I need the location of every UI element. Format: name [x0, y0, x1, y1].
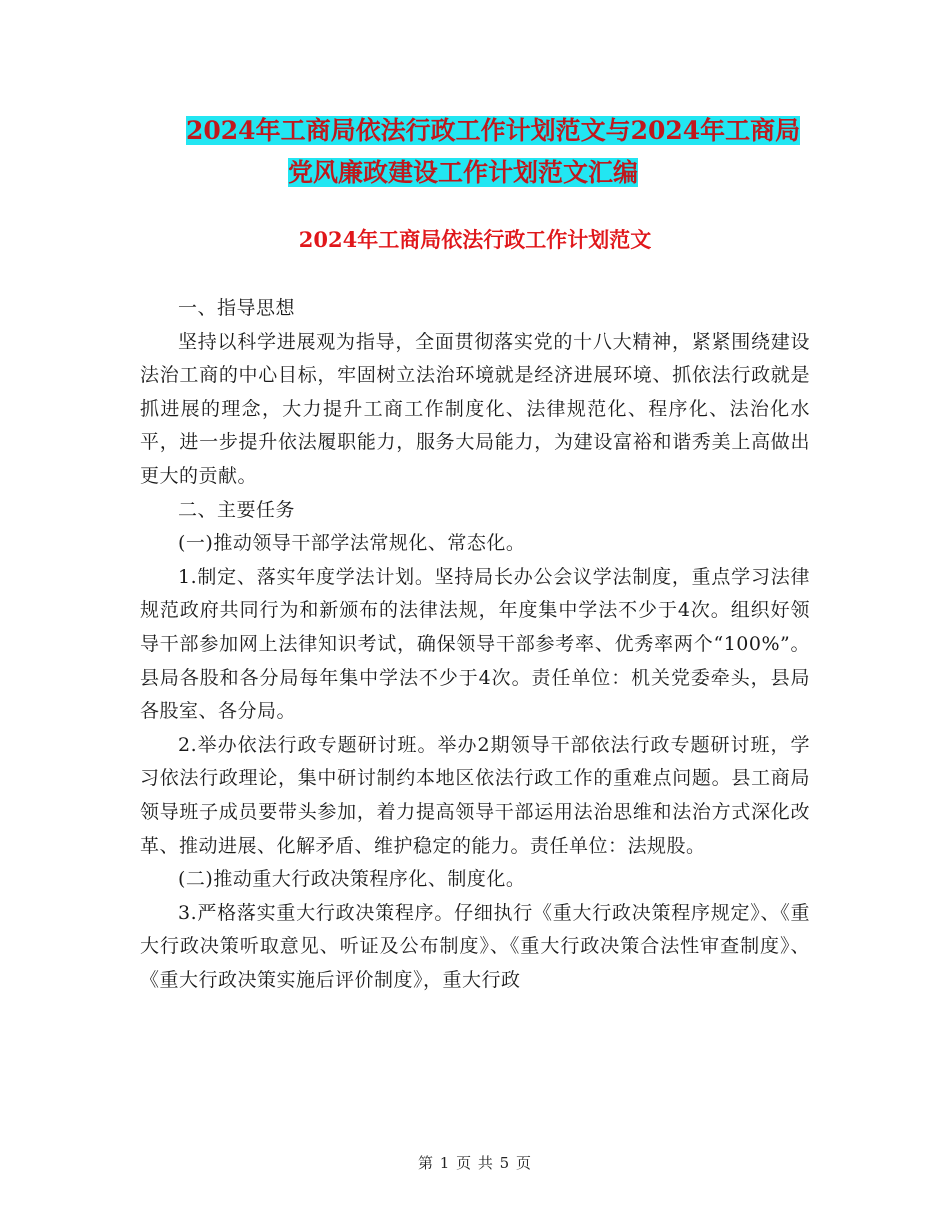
- page-footer: [0, 1152, 950, 1173]
- subheading: (一)推动领导干部学法常规化、常态化。: [178, 532, 526, 555]
- title-highlight: 党风廉政建设工作计划范文汇编: [288, 158, 639, 187]
- heading-guiding-ideology: 一、指导思想: [178, 297, 296, 319]
- document-title: [140, 110, 840, 194]
- page-number: 第 1 页 共 5 页: [418, 1154, 532, 1172]
- paragraph: 2.举办依法行政专题研讨班。举办2期领导干部依法行政专题研讨班，学习依法行政理论，集中研讨制约本地区依法行政工作的重难点问题。县工商局领导班子成员要带头参加，着力提高领导干部运用法治思维和法治方式深化改革、推动进展、化解矛盾、维护稳定的能力。责任单位：法规股。: [140, 733, 810, 857]
- document-title-line-1: [140, 110, 840, 152]
- paragraph: 坚持以科学进展观为指导，全面贯彻落实党的十八大精神，紧紧围绕建设法治工商的中心目标，牢固树立法治环境就是经济进展环境、抓依法行政就是抓进展的理念，大力提升工商工作制度化、法律规范化、程序化、法治化水平，进一步提升依法履职能力，服务大局能力，为建设富裕和谐秀美上高做出更大的贡献。: [140, 330, 810, 487]
- title-highlight: 2024年工商局依法行政工作计划范文与2024年工商局: [186, 116, 801, 145]
- subheading: (二)推动重大行政决策程序化、制度化。: [178, 868, 526, 891]
- section-title: 2024年工商局依法行政工作计划范文: [298, 227, 652, 252]
- document-title-line-2: [140, 152, 840, 194]
- heading-main-tasks: 二、主要任务: [178, 498, 296, 521]
- document-body: [140, 292, 810, 997]
- paragraph: 1.制定、落实年度学法计划。坚持局长办公会议学法制度，重点学习法律规范政府共同行为和新颁布的法律法规，年度集中学法不少于4次。组织好领导干部参加网上法律知识考试，确保领导干部参考率、优秀率两个“100%”。县局各股和各分局每年集中学法不少于4次。责任单位：机关党委牵头，县局各股室、各分局。: [140, 565, 810, 723]
- paragraph: 3.严格落实重大行政决策程序。仔细执行《重大行政决策程序规定》、《重大行政决策听取意见、听证及公布制度》、《重大行政决策合法性审查制度》、《重大行政决策实施后评价制度》，重大行政: [140, 901, 810, 991]
